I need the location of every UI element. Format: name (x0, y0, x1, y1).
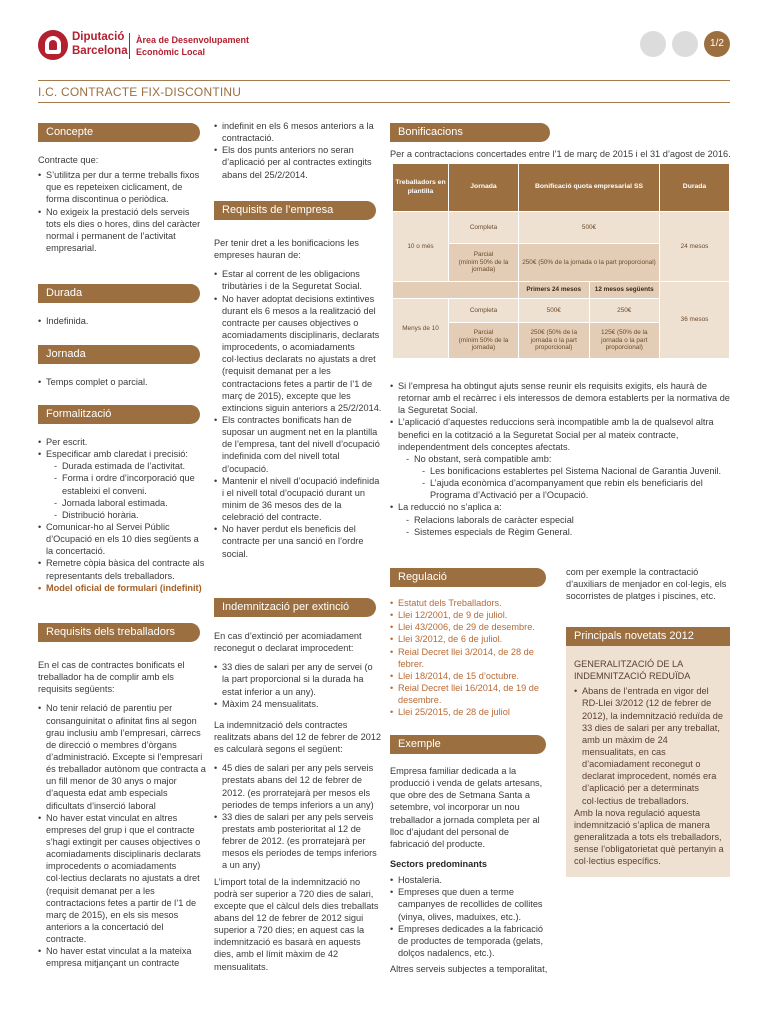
table-header-cell: Bonificació quota empresarial SS (519, 164, 660, 212)
section-requisits-treballadors (38, 659, 206, 970)
list-item-text: L’aplicació d’aquestes reduccions serà incompatible amb la de qualsevol altra benefici en la cotització a la Seguretat Social per al mateix contracte, independentment dels conceptes afectats. (398, 417, 714, 452)
regulation-link[interactable]: • Llei 43/2006, de 29 de desembre. (390, 621, 550, 633)
list-item: • indefinit en els 6 mesos anteriors a la contractació. (214, 120, 382, 144)
table-cell: 36 mesos (660, 282, 730, 359)
list-item: • Temps complet o parcial. (38, 376, 206, 388)
indemnitzacio-para2: La indemnització dels contractes realitzats abans del 12 de febrer de 2012 es calcularà segons el següent: (214, 719, 382, 755)
table-cell: 125€ (50% de la jornada o la part proporcional) (589, 323, 660, 359)
section-heading-novetats: Principals novetats 2012 (566, 627, 730, 646)
list-item: • No tenir relació de parentiu per consanguinitat o afinitat fins al segon grau inclusiu amb l’empresari, càrrecs de direcció o membres d’òrgans d’administració. Excepte si l’empresari és treballador autònom que contracta a un fill menor de 30 anys o major d’aquesta edat amb especials dificultats d’inserció laboral (38, 702, 206, 811)
section-novetats (574, 658, 724, 867)
indemnitzacio-para3: L’import total de la indemnització no podrà ser superior a 720 dies de salari, excepte que el càlcul dels dies treballats abans del 12 de febrer de 2012 sigui superior a 720 dies; en aquest cas la indemnització es basarà en aquests dies, amb el límit màxim de 42 mensualitats. (214, 876, 379, 972)
table-cell: 250€ (50% de la jornada o la part proporcional) (519, 244, 660, 282)
table-header-cell: Durada (660, 164, 730, 212)
section-heading-durada: Durada (38, 284, 200, 303)
section-durada (38, 315, 206, 327)
indemnitzacio-intro: En cas d’extinció per acomiadament reconegut o declarat improcedent: (214, 631, 362, 654)
list-item: • Estar al corrent de les obligacions tributàries i de la Seguretat Social. (214, 268, 382, 292)
section-heading-concepte: Concepte (38, 123, 200, 142)
table-subheader-cell: Primers 24 mesos (519, 282, 590, 299)
section-heading-formalitzacio: Formalització (38, 405, 200, 424)
table-header-cell: Jornada (449, 164, 519, 212)
list-item: • Empreses dedicades a la fabricació de productes de temporada (gelats, dolços nadalencs, etc.). (390, 923, 550, 959)
bonificacions-intro: Per a contractacions concertades entre l’1 de març de 2015 i el 31 d’agost de 2016. (390, 149, 731, 159)
list-item-text: La reducció no s’aplica a: (398, 502, 502, 513)
table-cell: 250€ (589, 299, 660, 323)
section-regulacio (390, 597, 550, 718)
list-item: • S’utilitza per dur a terme treballs fixos que es repeteixen ciclicament, de forma discontinua o periòdica. (38, 169, 206, 205)
list-item: • Abans de l’entrada en vigor del RD-Llei 3/2012 (12 de febrer de 2012), la indemnització reduïda de 33 dies de salari per any treballat, amb un màxim de 24 mensualitats, en cas d’acomiadament reconegut o declarat improcedent, només era d’aplicació per a determinats col·lectius de treballadors. (574, 685, 724, 806)
sub-list-item: - Jornada laboral estimada. (54, 497, 206, 509)
sub-list (46, 460, 206, 521)
table-cell: 10 o més (393, 212, 449, 282)
list-item: • Màxim 24 mensualitats. (214, 698, 382, 710)
page-number-badge: 1/2 (704, 31, 730, 57)
list-item: • No haver perdut els beneficis del contracte per una sanció en l’ordre social. (214, 523, 382, 559)
department-name (136, 35, 249, 58)
sub-list-item: - Distribució horària. (54, 509, 206, 521)
section-heading-requisits-empresa: Requisits de l’empresa (214, 201, 376, 220)
sectors-title: Sectors predominants (390, 858, 488, 869)
section-requisits-empresa (214, 237, 382, 560)
table-header-row (393, 164, 730, 212)
list-item: • 45 dies de salari per any pels serveis prestats abans del 12 de febrer de 2012. (es prorratejarà per mesos els periodes de temps inferiors a un any) (214, 762, 382, 811)
list-item: • Empreses que duen a terme campanyes de recollides de collites (vinya, olives, maduixes, etc.). (390, 886, 550, 922)
section-heading-indemnitzacio: Indemnització per extinció (214, 598, 376, 617)
bonificacions-table (392, 163, 730, 359)
regulation-link[interactable]: • Llei 12/2001, de 9 de juliol. (390, 609, 550, 621)
sub-sub-list-item: - Les bonificacions establertes pel Sistema Nacional de Garantia Juvenil. (422, 465, 730, 477)
section-heading-requisits-treballadors: Requisits dels treballadors (38, 623, 200, 642)
org-name-line2: Barcelona (72, 44, 128, 57)
table-subheader-row (393, 282, 730, 299)
list-item (390, 501, 730, 537)
table-cell: 24 mesos (660, 212, 730, 282)
regulation-link[interactable]: • Llei 25/2015, de 28 de juliol (390, 706, 550, 718)
list-item: • 33 dies de salari per any de servei (o la part proporcional si la durada ha estat inferior a un any). (214, 661, 382, 697)
table-cell (449, 244, 519, 282)
org-name-line1: Diputació (72, 31, 125, 43)
novetats-para: Amb la nova regulació aquesta indemnització s’aplica de manera generalitzada a tots els treballadors, sense l’obligatorietat què pertanyin a col·lectius específics. (574, 807, 724, 867)
list-item: • Els contractes bonificats han de suposar un augment net en la plantilla de l’empresa, tant del nivell d’ocupació indefinida com del nivell total d’ocupació. (214, 414, 382, 475)
list-item-text: Especificar amb claredat i precisió: (46, 449, 188, 460)
section-heading-jornada: Jornada (38, 345, 200, 364)
list-item: • Si l’empresa ha obtingut ajuts sense reunir els requisits exigits, els haurà de retornar amb el recàrrec i els interessos de demora establerts per la normativa de la Seguretat Social. (390, 380, 730, 416)
table-cell (393, 282, 519, 299)
exemple-continued: com per exemple la contractació d’auxiliars de menjador en col·legis, els socorristes de platges i piscines, etc. (566, 567, 727, 602)
regulation-link[interactable]: • Estatut dels Treballadors. (390, 597, 550, 609)
sub-list-item-text: No obstant, serà compatible amb: (414, 453, 552, 464)
regulation-link[interactable]: • Llei 18/2014, de 15 d’octubre. (390, 670, 550, 682)
page-dot-icon (672, 31, 698, 57)
page-dot-icon (640, 31, 666, 57)
list-item (38, 448, 206, 521)
table-cell (449, 323, 519, 359)
list-item: • No haver adoptat decisions extintives durant els 6 mesos a la realització del contracte per causes objectives o acomiadaments disciplinaris, declarats improcedents, o acomiadaments col·lectius declarats no ajustats a dret (requisit demanat per a les contractacions fetes a partir de l’1 de març de 2015), excepte que les extincions siguin anteriors a 25/2/2014. (214, 293, 382, 414)
list-item: • No haver estat vinculat a la mateixa empresa mitjançant un contracte (38, 945, 206, 969)
table-subheader-cell: 12 mesos següents (589, 282, 660, 299)
list-item: • 33 dies de salari per any pels serveis prestats amb posterioritat al 12 de febrer de 2012. (es prorratejarà per mesos els periodes de temps inferiors a un any) (214, 811, 382, 872)
regulation-link[interactable]: • Llei 3/2012, de 6 de juliol. (390, 633, 550, 645)
table-cell-note: (mínim 50% de la jornada) (458, 258, 509, 274)
table-cell-label: Parcial (473, 250, 494, 258)
section-heading-regulacio: Regulació (390, 568, 546, 587)
concepte-list (38, 169, 206, 254)
novetats-subheading: GENERALITZACIÓ DE LA INDEMNITZACIÓ REDUÏDA (574, 659, 691, 682)
title-bottom-rule (38, 102, 730, 103)
section-indemnitzacio (214, 630, 382, 976)
official-form-link[interactable]: • Model oficial de formulari (indefinit) (38, 582, 206, 594)
table-cell-label: Parcial (473, 328, 494, 336)
section-jornada (38, 376, 206, 388)
sub-list-item: - Forma i ordre d’incorporació que estableixi el conveni. (54, 472, 206, 496)
sub-list-item: - Sistemes especials de Règim General. (406, 526, 730, 538)
section-heading-exemple: Exemple (390, 735, 546, 754)
table-cell: 500€ (519, 212, 660, 244)
table-cell: 500€ (519, 299, 590, 323)
org-name (72, 31, 128, 59)
table-cell: Completa (449, 212, 519, 244)
list-item: • Indefinida. (38, 315, 206, 327)
table-cell-note: (mínim 50% de la jornada) (458, 336, 509, 352)
list-item: • Els dos punts anteriors no seran d’aplicació per al contractes extingits abans del 25/2/2014. (214, 144, 382, 180)
section-formalitzacio (38, 436, 206, 594)
table-row (393, 212, 730, 244)
title-top-rule (38, 80, 730, 81)
bonificacions-notes (390, 380, 730, 538)
department-line2: Econòmic Local (136, 46, 206, 57)
list-item: • Hostaleria. (390, 874, 550, 886)
regulation-link[interactable]: • Reial Decret llei 16/2014, de 19 de desembre. (390, 682, 550, 706)
list-item: • Remetre còpia bàsica del contracte als representants dels treballadors. (38, 557, 206, 581)
document-title: I.C. CONTRACTE FIX-DISCONTINU (38, 85, 242, 99)
table-cell: 250€ (50% de la jornada o la part proporcional) (519, 323, 590, 359)
table-header-cell: Treballadors en plantilla (393, 164, 449, 212)
requisits-treballadors-continued (214, 120, 382, 181)
list-item: • No exigeix la prestació dels serveis tots els dies o hores, dins del caràcter normal i permanent de l’activitat empresarial. (38, 206, 206, 255)
list-item: • Per escrit. (38, 436, 206, 448)
header-divider (129, 33, 130, 59)
sub-list-item (406, 453, 730, 502)
table-cell: Menys de 10 (393, 299, 449, 359)
page-header (0, 0, 768, 80)
list-item: • Mantenir el nivell d’ocupació indefinida i el nivell total d’ocupació durant un minim de 36 mesos des de la celebració del contracte. (214, 475, 382, 524)
sub-list-item: - Relacions laborals de caràcter especial (406, 514, 730, 526)
requisits-treballadors-intro: En el cas de contractes bonificats el treballador ha de complir amb els requisits següents: (38, 660, 185, 695)
table-cell: Completa (449, 299, 519, 323)
section-exemple (390, 765, 550, 978)
sub-sub-list-item: - L’ajuda econòmica d’acompanyament que rebin els beneficiaris del Programa d’Activació per a l’Ocupació. (422, 477, 730, 501)
department-line1: Àrea de Desenvolupament (136, 35, 250, 45)
concepte-intro: Contracte que: (38, 155, 99, 165)
list-item: • Comunicar-ho al Servei Públic d’Ocupació en els 10 dies següents a la concertació. (38, 521, 206, 557)
section-heading-bonificacions: Bonificacions (390, 123, 550, 142)
section-concepte (38, 154, 206, 254)
diputacio-logo-icon (38, 30, 68, 60)
exemple-altres: Altres serveis subjectes a temporalitat, (390, 964, 548, 975)
list-item (390, 416, 730, 501)
exemple-para: Empresa familiar dedicada a la producció i venda de gelats artesans, que obre des de Setmana Santa a setembre, vol incorporar un nou treballador a jornada completa per al lloc d’ajudant del personal de fabricació del producte. (390, 766, 543, 849)
requisits-empresa-intro: Per tenir dret a les bonificacions les empreses hauran de: (214, 238, 360, 261)
list-item: • No haver estat vinculat en altres empreses del grup i que el contracte s’hagi extingit per causes objectives o acomiadaments disciplinaris declarats improcedents o acomiadaments col·lectius declarats no ajustats a dret (requisit demanat per a les contractacions fetes a partir de l’1 de març de 2015), en els sis mesos anteriors a la concertació del contracte. (38, 812, 206, 946)
regulation-link[interactable]: • Reial Decret llei 3/2014, de 28 de febrer. (390, 646, 550, 670)
sub-list-item: - Durada estimada de l’activitat. (54, 460, 206, 472)
